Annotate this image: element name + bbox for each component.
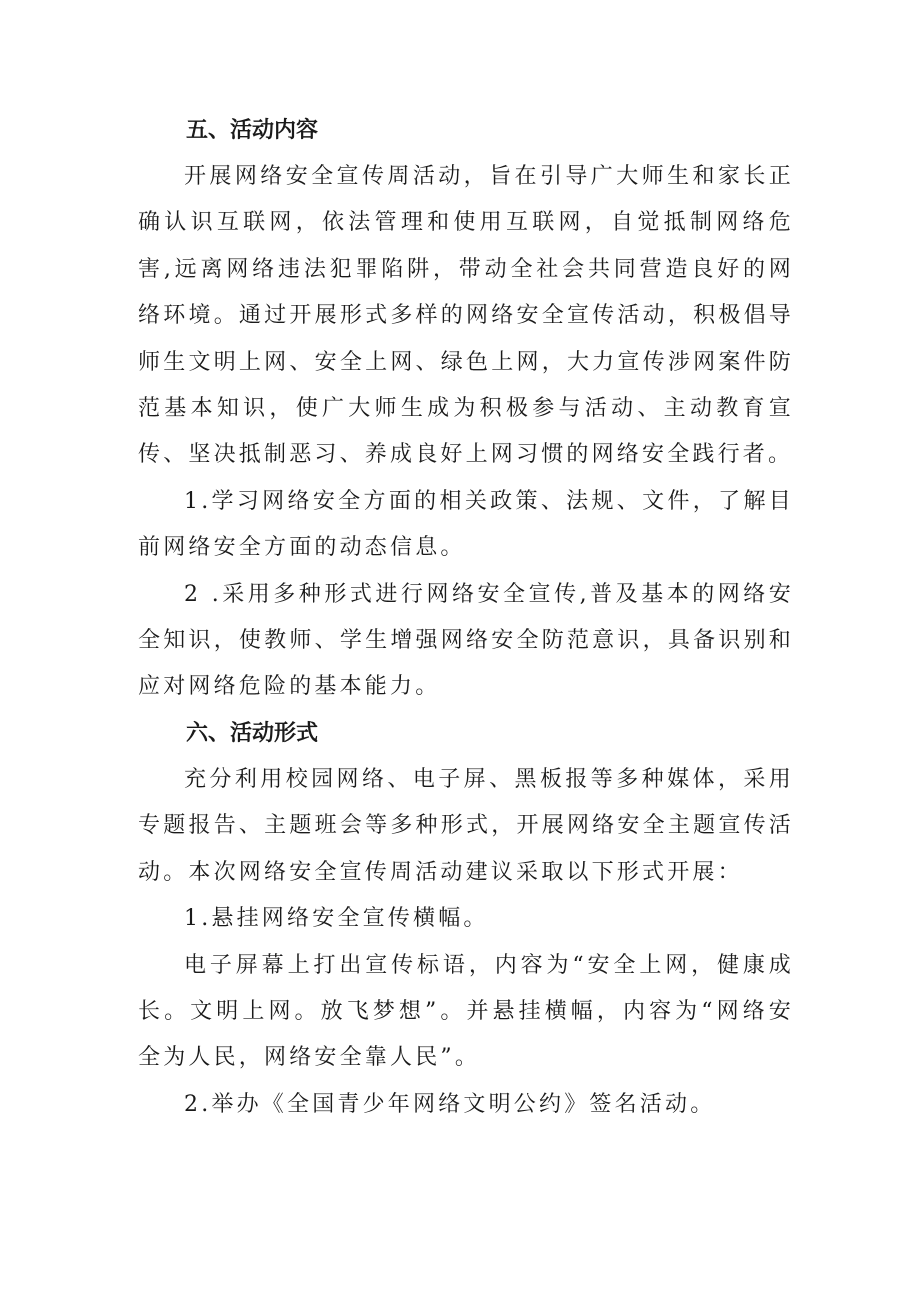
- paragraph-activity-form-intro: 充分利用校园网络、电子屏、黑板报等多种媒体，采用专题报告、主题班会等多种形式，开展网络安全主题宣传活动。本次网络安全宣传周活动建议采取以下形式开展：: [138, 766, 794, 885]
- document-body: [138, 108, 794, 1128]
- paragraph-item-2-publicity: 2 .采用多种形式进行网络安全宣传,普及基本的网络安全知识，使教师、学生增强网络安全防范意识，具备识别和应对网络危险的基本能力。: [138, 581, 794, 700]
- paragraph-item-1-study-policies: 1.学习网络安全方面的相关政策、法规、文件，了解目前网络安全方面的动态信息。: [138, 488, 794, 561]
- paragraph-item-1-banner: 1.悬挂网络安全宣传横幅。: [184, 906, 489, 932]
- section-heading-activity-content: 五、活动内容: [186, 118, 319, 143]
- paragraph-activity-purpose: 开展网络安全宣传周活动，旨在引导广大师生和家长正确认识互联网，依法管理和使用互联网，自觉抵制网络危害,远离网络违法犯罪陷阱，带动全社会共同营造良好的网络环境。通过开展形式多样的网络安全宣传活动，积极倡导师生文明上网、安全上网、绿色上网，大力宣传涉网案件防范基本知识，使广大师生成为积极参与活动、主动教育宣传、坚决抵制恶习、养成良好上网习惯的网络安全践行者。: [138, 164, 794, 468]
- section-heading-activity-form: 六、活动形式: [186, 720, 319, 746]
- paragraph-slogan-details: 电子屏幕上打出宣传标语，内容为“安全上网，健康成长。文明上网。放飞梦想”。并悬挂横幅，内容为“网络安全为人民，网络安全靠人民”。: [138, 952, 794, 1071]
- paragraph-item-2-signing: 2.举办《全国青少年网络文明公约》签名活动。: [184, 1091, 716, 1117]
